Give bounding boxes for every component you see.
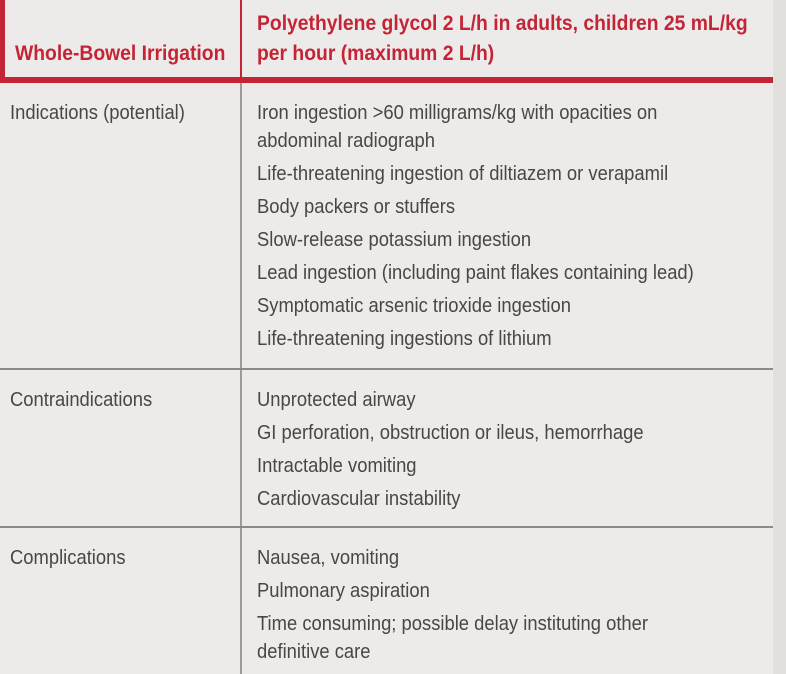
header-value-cell (242, 0, 786, 77)
item-line (257, 452, 776, 480)
item-line (257, 292, 776, 320)
item-line (257, 485, 776, 513)
item-line (257, 544, 776, 572)
row-label-cell (0, 528, 242, 674)
row-label: Contraindications (10, 389, 153, 411)
header-title-cell (5, 0, 242, 77)
item-line-text: Pulmonary aspiration (257, 580, 430, 602)
list-item (257, 226, 776, 254)
item-line-text: Intractable vomiting (257, 455, 417, 477)
item-line (257, 226, 776, 254)
table-body (0, 83, 786, 674)
table-row (0, 368, 786, 526)
table-header-row (0, 0, 786, 83)
row-label: Complications (10, 547, 126, 569)
item-line-text: Lead ingestion (including paint flakes containing lead) (257, 262, 694, 284)
item-line-text: Symptomatic arsenic trioxide ingestion (257, 295, 571, 317)
item-line (257, 193, 776, 221)
list-item (257, 325, 776, 353)
list-item (257, 386, 776, 414)
item-line-text: definitive care (257, 641, 371, 663)
list-item (257, 485, 776, 513)
item-line (257, 127, 776, 155)
item-line (257, 610, 776, 638)
row-items-cell (242, 370, 786, 526)
item-line-text: abdominal radiograph (257, 130, 435, 152)
item-line (257, 577, 776, 605)
page-edge-strip (773, 0, 786, 674)
item-line-text: Iron ingestion >60 milligrams/kg with opacities on (257, 102, 658, 124)
item-line (257, 325, 776, 353)
list-item (257, 419, 776, 447)
row-label: Indications (potential) (10, 102, 185, 124)
item-line-text: GI perforation, obstruction or ileus, hemorrhage (257, 422, 644, 444)
item-line-text: Slow-release potassium ingestion (257, 229, 532, 251)
item-line-text: Cardiovascular instability (257, 488, 461, 510)
list-item (257, 193, 776, 221)
item-line-text: Life-threatening ingestion of diltiazem or verapamil (257, 163, 669, 185)
item-line (257, 259, 776, 287)
list-item (257, 292, 776, 320)
list-item (257, 610, 776, 666)
header-dose-line-1: Polyethylene glycol 2 L/h in adults, children 25 mL/kg (257, 12, 748, 35)
list-item (257, 99, 776, 155)
row-items-cell (242, 528, 786, 674)
item-line (257, 638, 776, 666)
row-items-cell (242, 83, 786, 368)
item-line-text: Life-threatening ingestions of lithium (257, 328, 552, 350)
list-item (257, 259, 776, 287)
table-title: Whole-Bowel Irrigation (15, 42, 226, 65)
list-item (257, 544, 776, 572)
row-label-cell (0, 83, 242, 368)
item-line-text: Nausea, vomiting (257, 547, 400, 569)
table-row (0, 526, 786, 674)
item-line (257, 419, 776, 447)
header-dose-line-2: per hour (maximum 2 L/h) (257, 42, 495, 65)
list-item (257, 577, 776, 605)
table-row (0, 83, 786, 368)
item-line-text: Time consuming; possible delay instituting other (257, 613, 649, 635)
list-item (257, 452, 776, 480)
item-line-text: Body packers or stuffers (257, 196, 456, 218)
row-label-cell (0, 370, 242, 526)
list-item (257, 160, 776, 188)
item-line (257, 99, 776, 127)
item-line (257, 160, 776, 188)
item-line-text: Unprotected airway (257, 389, 416, 411)
item-line (257, 386, 776, 414)
